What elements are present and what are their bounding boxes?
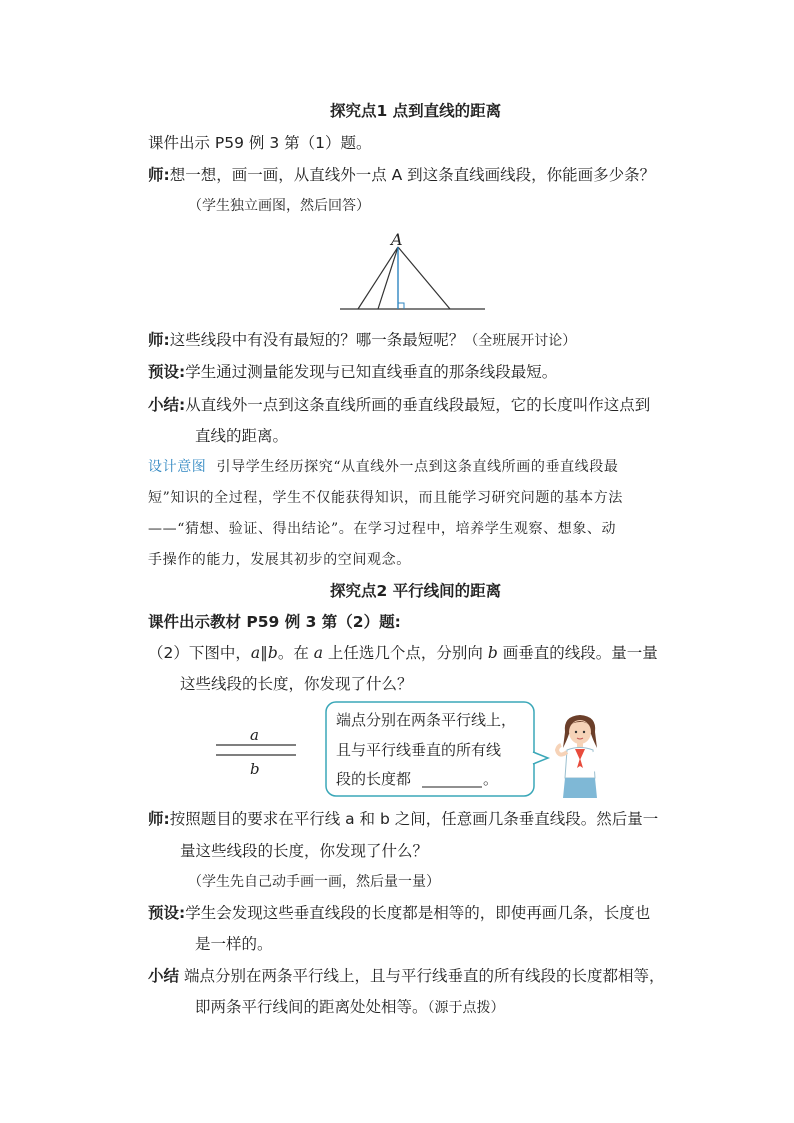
question-2 xyxy=(148,642,658,664)
summary2-line2-text: 即两条平行线间的距离处处相等。 xyxy=(195,998,428,1016)
bubble-tail xyxy=(533,752,548,764)
q-mid: 。在 xyxy=(277,644,314,662)
preset-label: 预设: xyxy=(148,363,186,381)
teacher2-label: 师: xyxy=(148,331,170,349)
design-intent-line4: 手操作的能力，发展其初步的空间观念。 xyxy=(148,552,411,568)
design-intent-line1 xyxy=(148,456,618,478)
line-a-label: a xyxy=(250,726,259,744)
teacher2-note: （全班展开讨论） xyxy=(464,333,577,349)
teacher-instruction-line2: 量这些线段的长度，你发现了什么？ xyxy=(180,842,429,860)
summary-1-line2: 直线的距离。 xyxy=(195,427,289,445)
preset-text: 学生通过测量能发现与已知直线垂直的那条线段最短。 xyxy=(185,363,558,381)
preset-label-2: 预设: xyxy=(148,904,186,922)
student-note-2: （学生先自己动手画一画，然后量一量） xyxy=(188,874,440,890)
preset-2-line2: 是一样的。 xyxy=(195,935,273,953)
summary-label: 小结: xyxy=(148,396,186,414)
summary-line1: 从直线外一点到这条直线所画的垂直线段最短，它的长度叫作这点到 xyxy=(185,396,651,414)
bubble-line1: 端点分别在两条平行线上， xyxy=(336,711,517,729)
q-a: a xyxy=(250,644,261,662)
teacher-label: 师: xyxy=(148,166,170,184)
preset-1 xyxy=(148,361,557,383)
student-girl-illustration xyxy=(555,712,605,800)
preset-2 xyxy=(148,902,650,924)
courseware-line-2: 课件出示教材 P59 例 3 第（2）题: xyxy=(148,613,401,631)
student-note: （学生独立画图，然后回答） xyxy=(188,198,370,214)
section1-title: 探究点1 点到直线的距离 xyxy=(330,102,502,120)
teacher-line1: 按照题目的要求在平行线 a 和 b 之间，任意画几条垂直线段。然后量一 xyxy=(169,810,659,828)
preset2-line1: 学生会发现这些垂直线段的长度都是相等的，即使再画几条，长度也 xyxy=(185,904,651,922)
point-line-figure xyxy=(330,225,490,315)
line-b-label: b xyxy=(250,760,260,778)
design-intent-line2: 短”知识的全过程，学生不仅能获得知识，而且能学习研究问题的基本方法 xyxy=(148,490,623,506)
summary-label-2: 小结 xyxy=(148,967,180,985)
summary-2 xyxy=(148,965,664,987)
source-note: （源于点拨） xyxy=(427,1000,505,1016)
summary-2-line2 xyxy=(195,996,505,1019)
right-angle-mark xyxy=(398,303,404,309)
speech-bubble xyxy=(324,700,552,800)
teacher-question xyxy=(148,164,655,186)
q-parallel: ∥ xyxy=(260,644,268,662)
q-b: b xyxy=(267,644,278,662)
q-a2: a xyxy=(313,644,323,662)
teacher-question-2 xyxy=(148,329,576,352)
q-prefix: （2）下图中， xyxy=(148,644,251,662)
teacher-label-2: 师: xyxy=(148,810,170,828)
slant-segment-left xyxy=(358,247,398,309)
design-line1-text: 引导学生经历探究“从直线外一点到这条直线所画的垂直线段最 xyxy=(216,459,619,475)
q-b2: b xyxy=(487,644,498,662)
teacher-question-text: 想一想，画一画，从直线外一点 A 到这条直线画线段，你能画多少条？ xyxy=(169,166,656,184)
section2-title: 探究点2 平行线间的距离 xyxy=(330,582,502,600)
q-mid2: 上任选几个点，分别向 xyxy=(323,644,488,662)
slant-segment-right xyxy=(398,247,450,309)
bubble-line3: 段的长度都 xyxy=(336,770,412,788)
teacher2-text: 这些线段中有没有最短的？哪一条最短呢？ xyxy=(169,331,465,349)
slant-segment-mid xyxy=(378,247,398,309)
teacher-instruction xyxy=(148,808,658,830)
design-intent-line3: ——“猜想、验证、得出结论”。在学习过程中，培养学生观察、想象、动 xyxy=(148,521,617,537)
summary2-line1: 端点分别在两条平行线上，且与平行线垂直的所有线段的长度都相等， xyxy=(183,967,665,985)
q-end: 画垂直的线段。量一量 xyxy=(497,644,658,662)
design-intent-label: 设计意图 xyxy=(148,459,207,475)
bubble-end: 。 xyxy=(483,770,499,788)
point-a-label: A xyxy=(391,230,403,249)
parallel-lines-figure xyxy=(210,722,305,782)
question-2-line2: 这些线段的长度，你发现了什么？ xyxy=(180,675,413,693)
courseware-line: 课件出示 P59 例 3 第（1）题。 xyxy=(148,134,372,152)
bubble-line2: 且与平行线垂直的所有线 xyxy=(336,741,502,759)
summary-1 xyxy=(148,394,650,416)
